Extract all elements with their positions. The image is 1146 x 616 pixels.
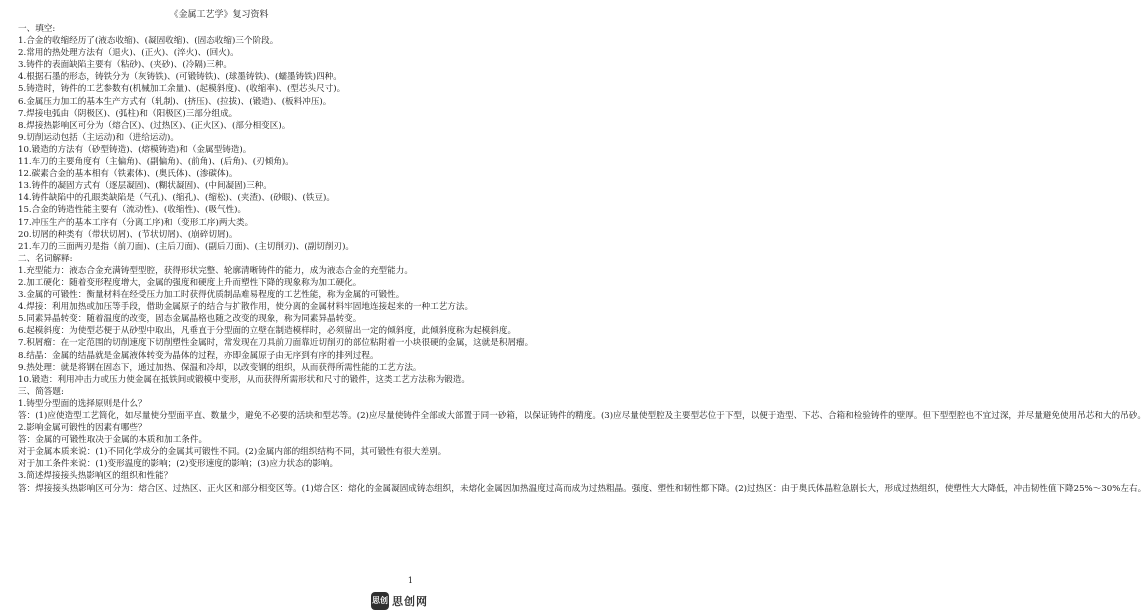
- term-item: 4.焊接：利用加热或加压等手段，借助金属原子的结合与扩散作用，使分离的金属材料牢固地连接起来的一种工艺方法。: [18, 302, 474, 313]
- fill-in-item: 7.焊接电弧由（阴极区)、(弧柱)和（阳极区)三部分组成。: [18, 108, 238, 119]
- section-fill-in-heading: 一、填空:: [18, 24, 56, 34]
- term-item: 3.金属的可锻性：衡量材料在经受压力加工时获得优质制品难易程度的工艺性能，称为金属的可锻性。: [18, 290, 405, 301]
- fill-in-item: 5.铸造时，铸件的工艺参数有(机械加工余量)、(起模斜度)、(收缩率)、(型芯头尺寸)。: [18, 84, 346, 95]
- fill-in-item: 4.根据石墨的形态，铸铁分为（灰铸铁)、(可锻铸铁)、(球墨铸铁)、(蠕墨铸铁)四种。: [18, 72, 342, 83]
- term-item: 8.结晶：金属的结晶就是金属液体转变为晶体的过程，亦即金属原子由无序到有序的排列过程。: [18, 350, 379, 361]
- short-answer-question: 2.影响金属可锻性的因素有哪些？: [18, 423, 147, 434]
- section-short-answer-heading: 三、简答题:: [18, 386, 64, 397]
- short-answer-question: 1.铸型分型面的选择原则是什么？: [18, 398, 147, 409]
- short-answer-text: 答：(1)应使造型工艺简化，如尽量使分型面平直、数量少，避免不必要的活块和型芯等。(2)应尽量使铸件全部或大部置于同一砂箱，以保证铸件的精度。(3)应尽量使型腔及主要型芯位于下型，以便于造型、下芯、合箱和检验铸件的壁厚。但下型型腔也不宜过深，并尽量避免使用吊芯和大的吊砂。: [18, 411, 1146, 421]
- terms-list: [18, 265, 534, 386]
- fill-in-item: 3.铸件的表面缺陷主要有（粘砂)、(夹砂)、(冷隔)三种。: [18, 60, 233, 71]
- fill-in-item: 1.合金的收缩经历了(液态收缩)、(凝固收缩)、(固态收缩)三个阶段。: [18, 36, 279, 47]
- short-answer-text: 对于加工条件来说：(1)变形温度的影响；(2)变形速度的影响；(3)应力状态的影响。: [18, 459, 339, 470]
- term-item: 9.热处理：就是将钢在固态下，通过加热、保温和冷却，以改变钢的组织，从而获得所需性能的工艺方法。: [18, 362, 422, 373]
- watermark-site-name: 思创网: [392, 595, 428, 608]
- fill-in-item: 21.车刀的三面两刃是指（前刀面)、(主后刀面)、(副后刀面)、(主切削刃)、(副切削刃)。: [18, 241, 355, 252]
- fill-in-item: 14.铸件缺陷中的孔眼类缺陷是（气孔)、(缩孔)、(缩松)、(夹渣)、(砂眼)、(铁豆)。: [18, 193, 335, 204]
- fill-in-list: [18, 35, 420, 253]
- document-content: [18, 9, 1146, 495]
- fill-in-item: 11.车刀的主要角度有（主偏角)、(副偏角)、(前角)、(后角)、(刃倾角)。: [18, 157, 294, 168]
- short-answer-text: 答：焊接接头热影响区可分为：熔合区、过热区、正火区和部分相变区等。(1)熔合区：熔化的金属凝固成铸态组织，未熔化金属因加热温度过高而成为过热粗晶。强度、塑性和韧性都下降。(2)过热区：由于奥氏体晶粒急剧长大，形成过热组织，使塑性大大降低，冲击韧性值下降25%～30%左右。: [18, 483, 1146, 494]
- fill-in-item: 9.切削运动包括（主运动)和（进给运动)。: [18, 132, 179, 143]
- term-item: 5.同素异晶转变：随着温度的改变，固态金属晶格也随之改变的现象，称为同素异晶转变。: [18, 314, 362, 325]
- short-answer-question: 3.简述焊接接头热影响区的组织和性能？: [18, 471, 173, 482]
- section-terms-heading: 二、名词解释:: [18, 253, 73, 264]
- fill-in-item: 8.焊接热影响区可分为（熔合区)、(过热区)、(正火区)、(部分相变区)。: [18, 120, 291, 131]
- fill-in-item: 13.铸件的凝固方式有（逐层凝固)、(糊状凝固)、(中间凝固)三种。: [18, 181, 272, 192]
- fill-in-item: 6.金属压力加工的基本生产方式有（轧制)、(挤压)、(拉拔)、(锻造)、(板料冲压)。: [18, 96, 332, 107]
- page-number: 1: [407, 576, 413, 585]
- watermark-logo-icon: 思创: [371, 592, 389, 610]
- document-title: 《金属工艺学》复习资料: [169, 10, 269, 20]
- site-watermark: [367, 589, 432, 613]
- term-item: 10.锻造：利用冲击力或压力使金属在抵铁间或锻模中变形，从而获得所需形状和尺寸的锻件，这类工艺方法称为锻造。: [18, 374, 470, 385]
- fill-in-item: 17.冲压生产的基本工序有（分离工序)和（变形工序)两大类。: [18, 217, 254, 228]
- fill-in-item: 2.常用的热处理方法有（退火)、(正火)、(淬火)、(回火)。: [18, 48, 239, 59]
- fill-in-item: 12.碳素合金的基本相有（铁素体)、(奥氏体)、(渗碳体)。: [18, 169, 238, 180]
- fill-in-item: 20.切屑的种类有（带状切屑)、(节状切屑)、(崩碎切屑)。: [18, 229, 238, 240]
- term-item: 1.充型能力：液态合金充满铸型型腔，获得形状完整、轮廓清晰铸件的能力，成为液态合金的充型能力。: [18, 265, 413, 276]
- term-item: 6.起模斜度：为使型芯便于从砂型中取出，凡垂直于分型面的立壁在制造模样时，必须留出一定的倾斜度，此倾斜度称为起模斜度。: [18, 326, 517, 337]
- short-answer-list: [18, 398, 1146, 495]
- term-item: 7.积屑瘤：在一定范围的切削速度下切削塑性金属时，常发现在刀具前刀面靠近切削刃的部位粘附着一小块很硬的金属，这就是积屑瘤。: [18, 338, 534, 349]
- short-answer-text: 对于金属本质来说：(1)不同化学成分的金属其可锻性不同。(2)金属内部的组织结构不同，其可锻性有很大差别。: [18, 447, 447, 458]
- fill-in-item: 10.锻造的方法有（砂型铸造)、(熔模铸造)和（金属型铸造)。: [18, 144, 252, 155]
- short-answer-text: 答：金属的可锻性取决于金属的本质和加工条件。: [18, 435, 208, 446]
- term-item: 2.加工硬化：随着变形程度增大，金属的强度和硬度上升而塑性下降的现象称为加工硬化。: [18, 277, 362, 288]
- fill-in-item: 15.合金的铸造性能主要有（流动性)、(收缩性)、(吸气性)。: [18, 205, 247, 216]
